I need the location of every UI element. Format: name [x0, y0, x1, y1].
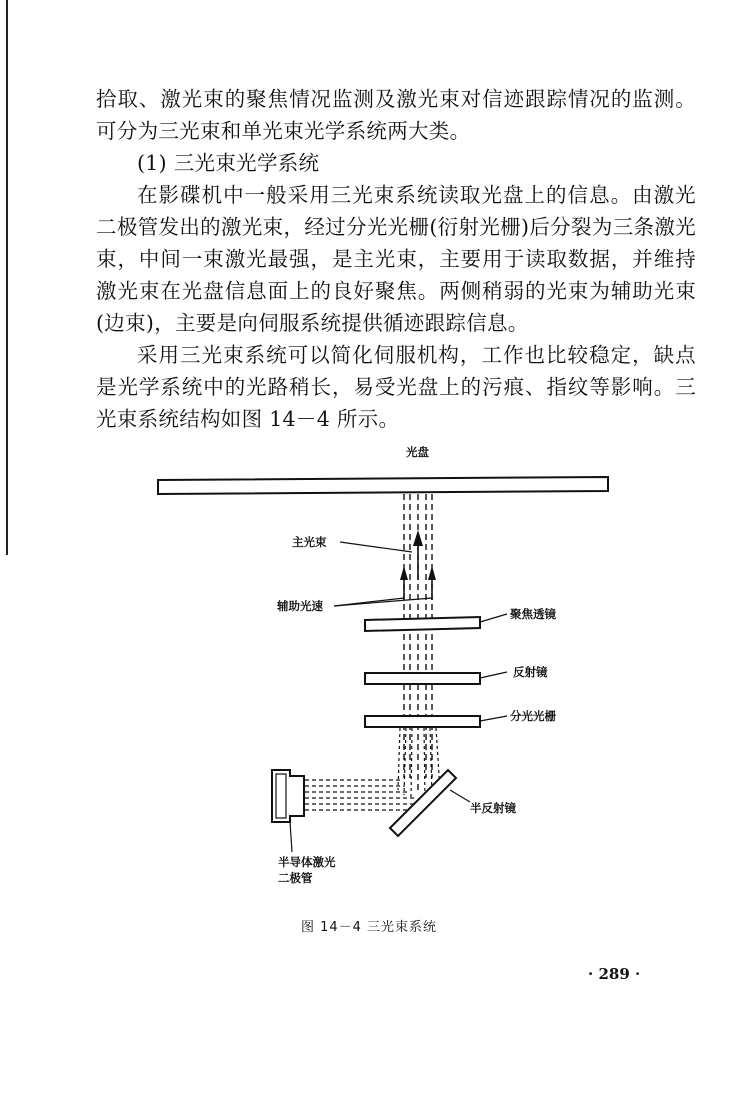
laser-diode — [272, 770, 304, 822]
label-grating: 分光光栅 — [510, 709, 556, 723]
label-disc: 光盘 — [406, 445, 429, 459]
paragraph-3: 采用三光束系统可以简化伺服机构，工作也比较稳定，缺点是光学系统中的光路稍长，易受光盘上的污痕、指纹等影响。三光束系统结构如图 14－4 所示。 — [96, 343, 696, 431]
label-laser-line2: 二极管 — [278, 871, 313, 885]
paragraph-1: 拾取、激光束的聚焦情况监测及激光束对信迹跟踪情况的监测。可分为三光束和单光束光学系统两大类。 — [96, 87, 696, 143]
label-aux-beam: 辅助光速 — [277, 599, 323, 613]
label-half-mirror: 半反射镜 — [470, 801, 516, 815]
figure-caption: 图 14－4 三光束系统 — [300, 920, 438, 935]
label-laser-line1: 半导体激光 — [278, 855, 336, 869]
paragraph-2: 在影碟机中一般采用三光束系统读取光盘上的信息。由激光二极管发出的激光束，经过分光光栅(衍射光栅)后分裂为三条激光束，中间一束激光最强，是主光束，主要用于读取数据，并维持激光束在光盘信息面上的良好聚焦。两侧稍弱的光束为辅助光束(边束)，主要是向伺服系统提供循迹跟踪信息。 — [96, 183, 696, 335]
reflecting-mirror — [365, 673, 480, 684]
page-number: · 289 · — [588, 965, 641, 983]
label-main-beam: 主光束 — [292, 535, 327, 549]
focus-lens — [365, 617, 480, 631]
diffraction-grating — [365, 716, 480, 727]
section-heading: (1) 三光束光学系统 — [137, 151, 320, 175]
label-mirror: 反射镜 — [513, 665, 548, 679]
label-focus-lens: 聚焦透镜 — [510, 607, 556, 621]
laser-beam — [305, 780, 418, 810]
optical-disc — [158, 477, 608, 494]
